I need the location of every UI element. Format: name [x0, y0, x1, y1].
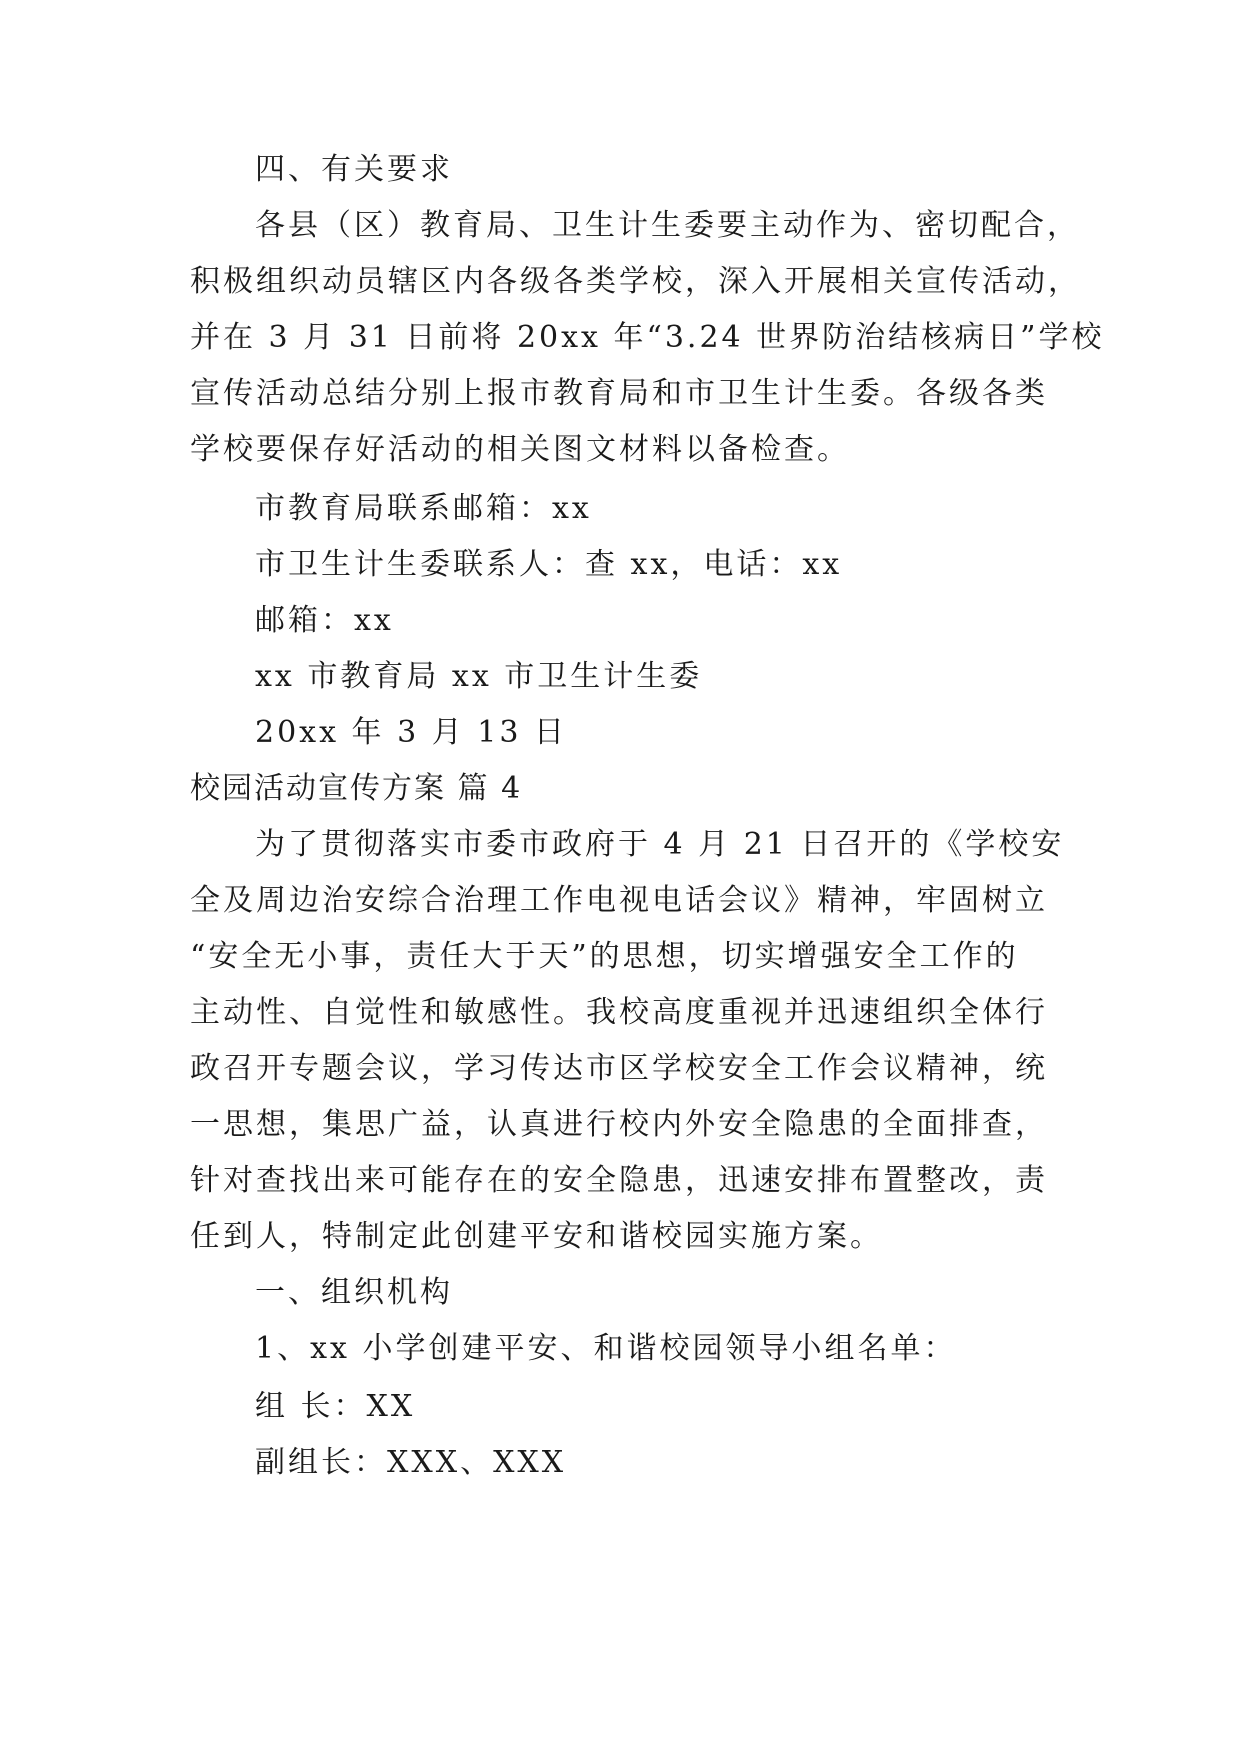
- paragraph-line: 一思想，集思广益，认真进行校内外安全隐患的全面排查，: [190, 1107, 1048, 1142]
- list-item: 副组长：XXX、XXX: [255, 1445, 567, 1480]
- paragraph-line: 政召开专题会议，学习传达市区学校安全工作会议精神，统: [190, 1051, 1048, 1086]
- paragraph-line: “安全无小事，责任大于天”的思想，切实增强安全工作的: [190, 939, 1019, 974]
- paragraph-line: 针对查找出来可能存在的安全隐患，迅速安排布置整改，责: [190, 1163, 1048, 1198]
- paragraph-line: 积极组织动员辖区内各级各类学校，深入开展相关宣传活动，: [190, 264, 1081, 299]
- date-line: 20xx 年 3 月 13 日: [255, 715, 567, 750]
- section-heading: 四、有关要求: [255, 152, 453, 187]
- section-title: 校园活动宣传方案 篇 4: [190, 771, 523, 806]
- paragraph-line: 任到人，特制定此创建平安和谐校园实施方案。: [190, 1219, 883, 1254]
- contact-email-line: 市教育局联系邮箱：xx: [255, 491, 592, 526]
- list-item: 1、xx 小学创建平安、和谐校园领导小组名单：: [255, 1331, 957, 1366]
- email-line: 邮箱：xx: [255, 603, 394, 638]
- list-item: 组 长：XX: [255, 1389, 416, 1424]
- paragraph-line: 各县（区）教育局、卫生计生委要主动作为、密切配合，: [255, 208, 1080, 243]
- paragraph-line: 主动性、自觉性和敏感性。我校高度重视并迅速组织全体行: [190, 995, 1048, 1030]
- contact-person-line: 市卫生计生委联系人：查 xx，电话：xx: [255, 547, 843, 582]
- section-heading: 一、组织机构: [255, 1275, 453, 1310]
- paragraph-line: 学校要保存好活动的相关图文材料以备检查。: [190, 432, 850, 467]
- signature-line: xx 市教育局 xx 市卫生计生委: [255, 659, 703, 694]
- paragraph-line: 全及周边治安综合治理工作电视电话会议》精神，牢固树立: [190, 883, 1048, 918]
- paragraph-line: 并在 3 月 31 日前将 20xx 年“3.24 世界防治结核病日”学校: [190, 320, 1105, 355]
- paragraph-line: 为了贯彻落实市委市政府于 4 月 21 日召开的《学校安: [255, 827, 1065, 862]
- paragraph-line: 宣传活动总结分别上报市教育局和市卫生计生委。各级各类: [190, 376, 1048, 411]
